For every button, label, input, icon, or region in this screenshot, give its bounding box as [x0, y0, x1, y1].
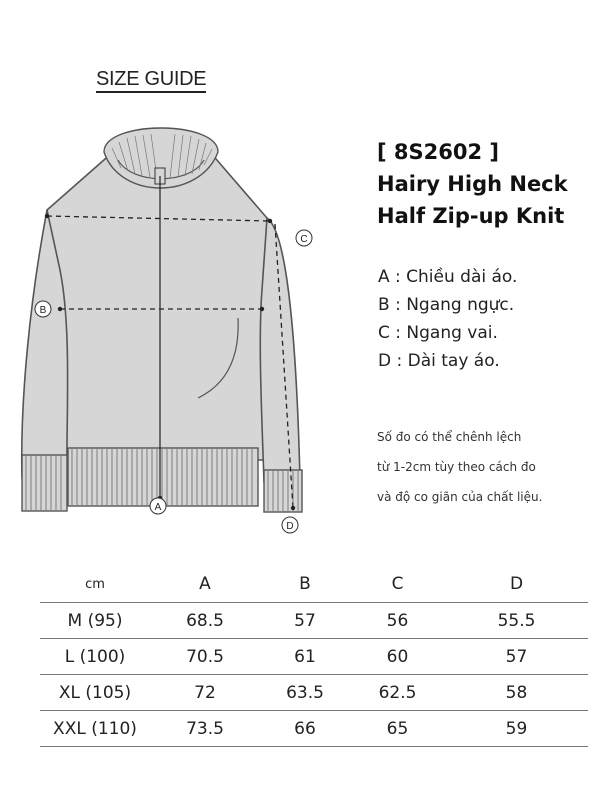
label-c-text: C	[300, 234, 308, 245]
label-b	[35, 301, 51, 317]
product-title	[377, 136, 568, 232]
legend-item-a: A : Chiều dài áo.	[378, 267, 518, 287]
table-row	[40, 603, 588, 639]
header-a: A	[199, 574, 211, 594]
cell-d: 55.5	[445, 603, 588, 639]
legend-item-d: D : Dài tay áo.	[378, 351, 500, 371]
size-label: L (100)	[40, 639, 150, 675]
sweater-body	[39, 152, 270, 460]
label-d	[282, 517, 298, 533]
note-line-2: từ 1-2cm tùy theo cách đo	[377, 460, 536, 474]
header-c: C	[391, 574, 404, 594]
cell-a: 68.5	[150, 603, 260, 639]
cell-b: 63.5	[260, 675, 350, 711]
size-table	[40, 566, 588, 747]
table-row	[40, 675, 588, 711]
label-c	[296, 230, 312, 246]
page-title: SIZE GUIDE	[96, 68, 206, 93]
size-table-header-row	[40, 566, 588, 603]
cell-c: 56	[350, 603, 445, 639]
header-b: B	[299, 574, 311, 594]
table-row	[40, 711, 588, 747]
cell-b: 57	[260, 603, 350, 639]
legend-item-c: C : Ngang vai.	[378, 323, 498, 343]
label-a-text: A	[154, 502, 162, 513]
size-label: XXL (110)	[40, 711, 150, 747]
cell-b: 61	[260, 639, 350, 675]
header-unit: cm	[85, 576, 105, 592]
cell-c: 62.5	[350, 675, 445, 711]
size-label: M (95)	[40, 603, 150, 639]
product-name-line2: Half Zip-up Knit	[377, 204, 565, 228]
note-line-1: Số đo có thể chênh lệch	[377, 430, 522, 444]
cell-d: 57	[445, 639, 588, 675]
measurement-legend	[378, 263, 517, 375]
label-d-text: D	[286, 521, 294, 532]
cell-c: 60	[350, 639, 445, 675]
label-b-text: B	[39, 305, 47, 316]
cell-d: 59	[445, 711, 588, 747]
cell-c: 65	[350, 711, 445, 747]
size-label: XL (105)	[40, 675, 150, 711]
product-code: [ 8S2602 ]	[377, 140, 500, 164]
cell-a: 70.5	[150, 639, 260, 675]
cell-a: 72	[150, 675, 260, 711]
measurement-note	[377, 422, 542, 512]
legend-item-b: B : Ngang ngực.	[378, 295, 515, 315]
header-d: D	[509, 574, 524, 594]
left-cuff	[22, 455, 67, 511]
cell-b: 66	[260, 711, 350, 747]
label-a	[150, 498, 166, 514]
note-line-3: và độ co giãn của chất liệu.	[377, 490, 543, 504]
table-row	[40, 639, 588, 675]
hem-ribbing	[68, 448, 258, 506]
cell-a: 73.5	[150, 711, 260, 747]
product-name-line1: Hairy High Neck	[377, 172, 568, 196]
right-sleeve	[260, 218, 300, 482]
cell-d: 58	[445, 675, 588, 711]
